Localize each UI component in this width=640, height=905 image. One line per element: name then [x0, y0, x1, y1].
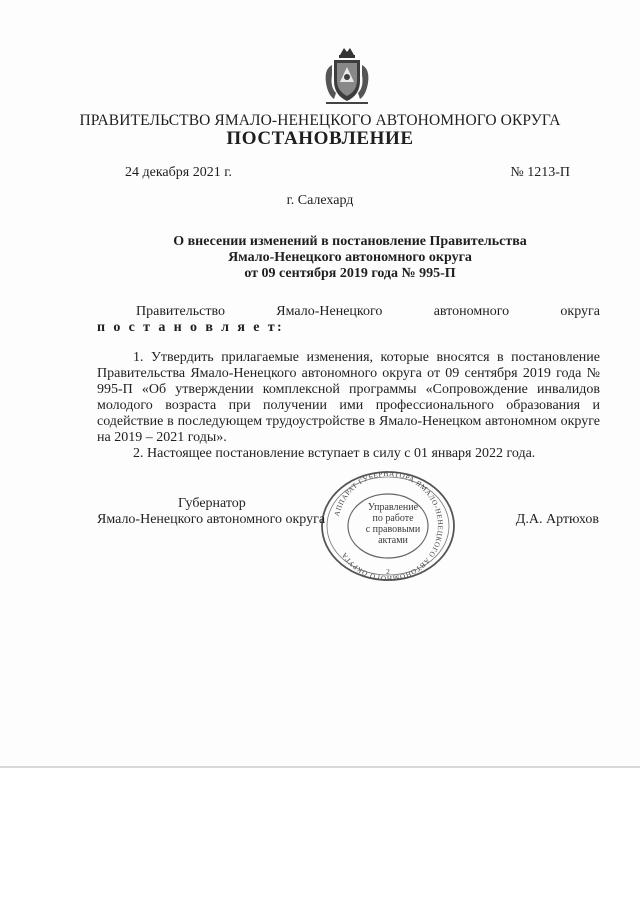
document-type: ПОСТАНОВЛЕНИЕ	[226, 128, 414, 149]
document-body	[97, 350, 600, 462]
preamble-word: Ямало-Ненецкого	[276, 304, 383, 319]
page-edge	[0, 766, 640, 768]
paragraph-item-2: 2. Настоящее постановление вступает в силу с 01 января 2022 года.	[133, 446, 536, 461]
preamble-word: округа	[560, 304, 600, 319]
stamp-line: Управление	[367, 502, 419, 513]
signatory-organization: Ямало-Ненецкого автономного округа	[97, 512, 326, 527]
title-line: О внесении изменений в постановление Правительства	[173, 234, 527, 249]
document-city: г. Салехард	[286, 193, 354, 208]
coat-of-arms-icon	[318, 45, 376, 109]
preamble-word: Правительство	[136, 304, 225, 319]
preamble-resolves: п о с т а н о в л я е т:	[97, 320, 285, 335]
preamble	[97, 304, 600, 336]
stamp-bottom-mark: 2	[386, 568, 390, 576]
paragraph-item-1: 1. Утвердить прилагаемые изменения, которые вносятся в постановление Правительства Ямало-Ненецкого автономного округа от 09 сентября 2019 года № 995-П «Об утверждении комплексной программы «Сопровождение инвалидов молодого возраста при получении ими профессионального образования и содействие в последующем трудоустройстве в Ямало-Ненецком автономном округе на 2019 – 2021 годы».	[97, 350, 600, 445]
organization-name: ПРАВИТЕЛЬСТВО ЯМАЛО-НЕНЕЦКОГО АВТОНОМНОГО ОКРУГА	[79, 112, 561, 129]
document-date: 24 декабря 2021 г.	[125, 165, 232, 180]
stamp-line: по работе	[372, 513, 414, 524]
preamble-word: автономного	[433, 304, 510, 319]
stamp-line: актами	[378, 535, 408, 546]
document-title	[120, 234, 580, 282]
signatory-name: Д.А. Артюхов	[515, 512, 599, 527]
title-line: Ямало-Ненецкого автономного округа	[228, 250, 472, 265]
stamp-ring-text: АППАРАТ ГУБЕРНАТОРА ЯМАЛО-НЕНЕЦКОГО АВТОНОМНОГО ОКРУГА	[332, 470, 445, 582]
stamp-line: с правовыми	[365, 524, 421, 535]
stamp-inner-text	[360, 502, 426, 546]
title-line: от 09 сентября 2019 года № 995-П	[244, 266, 456, 281]
document-number: № 1213-П	[510, 165, 570, 180]
signatory-position: Губернатор	[178, 496, 246, 511]
